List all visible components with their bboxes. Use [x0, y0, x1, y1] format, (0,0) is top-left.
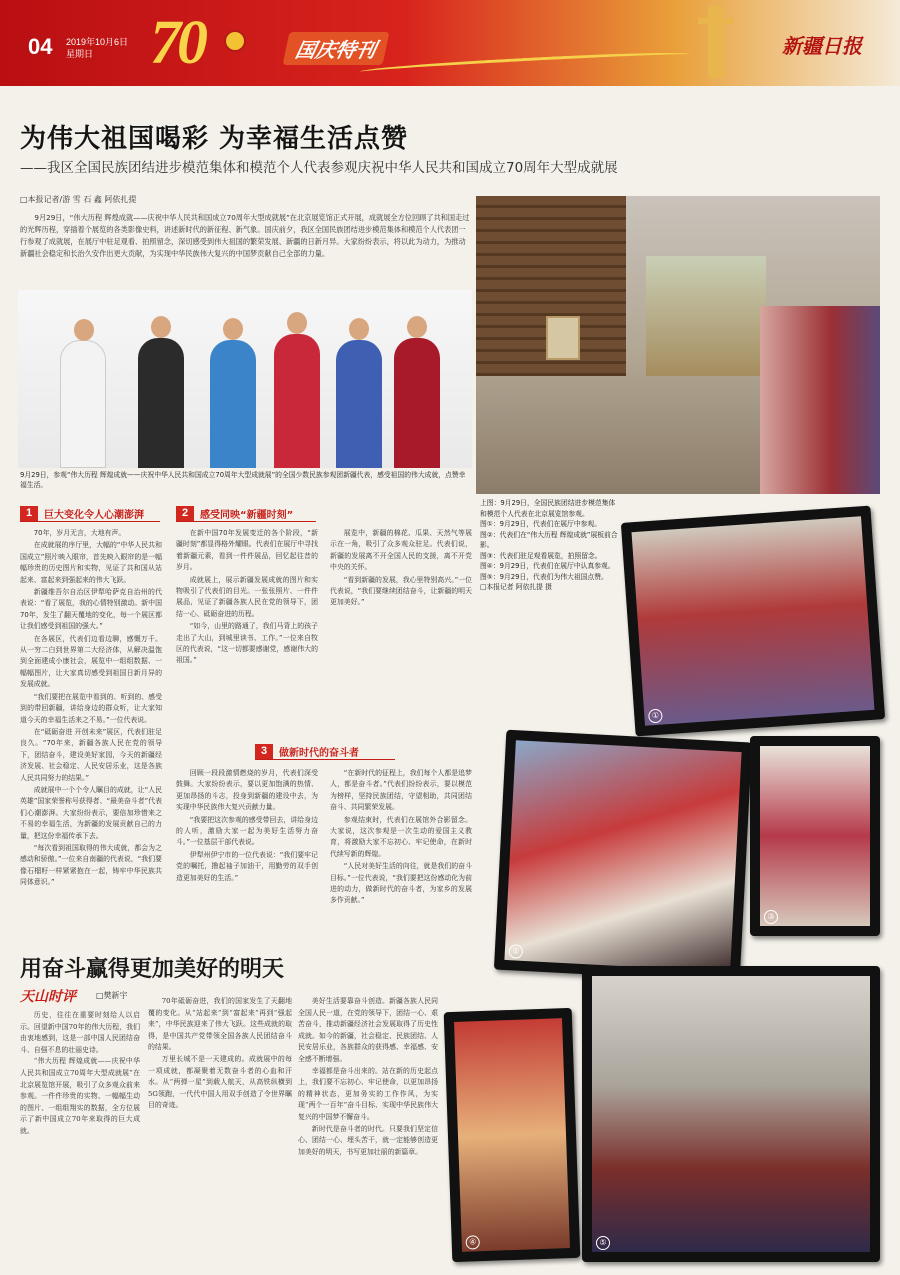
photo-frame-3: [750, 736, 880, 936]
section-3-body-b: [330, 768, 472, 934]
person-figure: [336, 340, 382, 468]
paragraph: 成就展中一个个令人瞩目的成就，让“人民英雄”国家荣誉称号获得者、“最美奋斗者”代表们心潮澎湃。大家纷纷表示，要倍加珍惜来之不易的幸福生活，为新疆的发展贡献自己的力量，把这份幸福传承下去。: [20, 785, 162, 840]
paragraph: 万里长城不是一天建成的。成就展中的每一项成就，都凝聚着无数奋斗者的心血和汗水。从“两弹一星”到载人航天，从高铁纵横到5G领跑，一代代中国人用双手创造了令世界瞩目的奇迹。: [148, 1054, 292, 1110]
photo-number-icon: ④: [465, 1235, 479, 1249]
photo-caption-item: 图③：代表们驻足观看展览，拍照留念。: [480, 551, 602, 560]
page-number: 04: [28, 34, 53, 59]
commentary-author: □樊新宇: [96, 991, 128, 1000]
photo-screen: [454, 1018, 570, 1252]
photo-frame-4: [444, 1008, 581, 1262]
paragraph: “如今，山里的路通了，我们马背上的孩子走出了大山，到城里读书、工作。”一位来自牧区的代表说，“这一切都要感谢党，感谢伟大的祖国。”: [176, 622, 318, 665]
paragraph: 70年砥砺奋进，我们的国家发生了天翻地覆的变化。从“站起来”到“富起来”再到“强起来”，中华民族迎来了伟大飞跃。这些成就的取得，是中国共产党带领全国各族人民团结奋斗的结果。: [148, 997, 292, 1052]
newspaper-logo: 新疆日报: [782, 34, 862, 58]
photo-caption: 9月29日，参观“伟大历程 辉煌成就——庆祝中华人民共和国成立70周年大型成就展”的全国少数民族参观团新疆代表，感受祖国的伟大成就，点赞幸福生活。: [20, 471, 466, 489]
paragraph: 参观结束时，代表们在展馆外合影留念。大家说，这次参观是一次生动的爱国主义教育，将激励大家不忘初心、牢记使命，在新时代续写新的辉煌。: [330, 815, 472, 858]
person-figure: [274, 334, 320, 468]
issue-weekday: 星期日: [66, 49, 94, 59]
paragraph: 伊犁州伊宁市的一位代表说：“我们要牢记党的嘱托，撸起袖子加油干，用勤劳的双手创造更加美好的生活。”: [176, 850, 318, 882]
seventy-logo: 70: [150, 9, 204, 77]
paragraph: 70年，岁月无言，大地有声。: [33, 529, 126, 537]
section-number: 2: [176, 506, 194, 521]
paragraph: 在“砥砺奋进 开创未来”展区，代表们驻足良久。“70年来，新疆各族人民在党的领导下，团结奋斗，建设美好家园，今天的新疆经济发展、社会稳定、人民安居乐业，这是各族人民共同努力的结果。”: [20, 727, 162, 782]
paragraph: “我们要把在展览中看到的、听到的、感受到的带回新疆，讲给身边的群众听，让大家知道今天的幸福生活来之不易。”一位代表说。: [20, 692, 162, 724]
person-figure: [210, 340, 256, 468]
delegates-photo: [18, 290, 472, 468]
section-number: 1: [20, 506, 38, 521]
ribbon-decoration: [360, 49, 690, 76]
commentary-col-3: [298, 996, 438, 1265]
column-logo: 天山时评: [20, 989, 76, 1005]
photo-screen: [632, 516, 875, 726]
section-title: 巨大变化令人心潮澎湃: [44, 510, 144, 521]
paragraph: 在成就展的序厅里，大幅的“中华人民共和国成立”照片映入眼帘，首先映入眼帘的是一幅幅珍贵的历史图片和实物，见证了共和国从站起来、富起来到强起来的伟大飞跃。: [20, 541, 162, 584]
photo-number-icon: ②: [508, 944, 523, 959]
paragraph: 在新中国70年发展变迁的各个阶段，“新疆时刻”都显得格外耀眼。代表们在展厅中寻找着新疆元素，看到一件件展品，回忆起往昔的岁月。: [176, 529, 318, 572]
section-3-header: [255, 744, 395, 760]
photo-caption-item: 图①：9月29日，代表们在展厅中参观。: [480, 520, 602, 528]
photo-frame-2: [494, 730, 752, 983]
page-banner: [0, 0, 900, 86]
photo-caption-item: 图⑤：9月29日，代表们为伟大祖国点赞。: [480, 572, 608, 581]
paragraph: “人民对美好生活的向往，就是我们的奋斗目标。”一位代表说，“我们要把这份感动化为前进的动力，做新时代的奋斗者，为家乡的发展多作贡献。”: [330, 862, 472, 905]
section-2-header: [176, 506, 316, 522]
photo-number-icon: ①: [648, 709, 663, 724]
photo-screen: [760, 746, 870, 926]
commentary-col-1: [20, 1010, 140, 1265]
article-lead: 9月29日，“伟大历程 辉煌成就——庆祝中华人民共和国成立70周年大型成就展”在北京展览馆正式开展，成就展全方位回顾了共和国走过的光辉历程，穿插着个展览的各类影像史料，讲述新时代的新征程、新气象。国庆前夕，我区全国民族团结进步模范集体和模范个人代表团一行参观了成就展，在展厅中驻足观看、拍照留念，深切感受到伟大祖国的繁荣发展、新疆的日新月异。大家纷纷表示，将以此为动力，为推动新疆社会稳定和长治久安作出更大贡献，为实现中华民族伟大复兴的中国梦贡献自己全部的力量。: [20, 213, 470, 258]
photo-caption-item: □本报记者 阿依扎提 摄: [480, 583, 552, 591]
mural-display: [646, 256, 766, 376]
paragraph: 成就展上，展示新疆发展成就的图片和实物吸引了代表们的目光。一张张照片、一件件展品，见证了新疆各族人民在党的领导下，团结一心、砥砺奋进的历程。: [176, 575, 318, 618]
article-byline: □本报记者/游 雪 石 鑫 阿依扎提: [20, 195, 137, 204]
photo-frame-1: [621, 506, 885, 737]
commentary-col-2: [148, 996, 292, 1265]
photo-captions: [480, 498, 620, 593]
portrait-display: [546, 316, 580, 360]
person-figure: [394, 338, 440, 468]
photo-screen: [504, 740, 741, 972]
paragraph: 在各展区，代表们边看边聊，感慨万千。从一穷二白到世界第二大经济体，从解决温饱到全面建成小康社会，展览中一组组数据、一幅幅图片，让大家真切感受到祖国日新月异的发展成就。: [20, 634, 162, 689]
paragraph: 美好生活要靠奋斗创造。新疆各族人民同全国人民一道，在党的领导下，团结一心、艰苦奋斗，推动新疆经济社会发展取得了历史性成就。如今的新疆，社会稳定、民族团结、人民安居乐业，各族群众的获得感、幸福感、安全感不断增强。: [298, 997, 438, 1063]
person-figure: [138, 338, 184, 468]
paragraph: 回顾一段段激情燃烧的岁月，代表们深受鼓舞。大家纷纷表示，要以更加饱满的热情、更加昂扬的斗志，投身到新疆的建设中去，为实现中华民族伟大复兴贡献力量。: [176, 769, 318, 812]
huabiao-pillar-icon: [708, 6, 724, 78]
paragraph: “我要把这次参观的感受带回去，讲给身边的人听，激励大家一起为美好生活努力奋斗。”一位基层干部代表说。: [176, 815, 318, 847]
exhibition-hall-photo: [476, 196, 880, 494]
section-title: 感受同映“新疆时刻”: [200, 510, 294, 521]
photo-caption-item: 上图：9月29日，全国民族团结进步模范集体和模范个人代表在北京展览馆参观。: [480, 499, 616, 518]
article-subtitle: ——我区全国民族团结进步模范集体和模范个人代表参观庆祝中华人民共和国成立70周年大型成就展: [20, 160, 618, 176]
person-figure: [60, 340, 106, 468]
paragraph: 幸福都是奋斗出来的。站在新的历史起点上，我们要不忘初心、牢记使命，以更加昂扬的精神状态，更加务实的工作作风，为实现“两个一百年”奋斗目标、实现中华民族伟大复兴的中国梦不懈奋斗。: [298, 1066, 438, 1121]
section-3-body-a: [176, 768, 318, 934]
section-2-body-b: [330, 528, 472, 734]
photo-number-icon: ③: [764, 910, 778, 924]
section-1-header: [20, 506, 160, 522]
paragraph: “在新时代的征程上，我们每个人都是追梦人，都是奋斗者。”代表们纷纷表示，要以模范为榜样，坚持民族团结，守望相助，共同团结奋斗、共同繁荣发展。: [330, 769, 472, 812]
paragraph: 新时代是奋斗者的时代。只要我们坚定信心、团结一心、埋头苦干，就一定能够创造更加美好的明天，书写更加壮丽的新篇章。: [298, 1124, 438, 1156]
photo-screen: [592, 976, 870, 1252]
paragraph: “伟大历程 辉煌成就——庆祝中华人民共和国成立70周年大型成就展”在北京展览馆开展，吸引了众多观众前来参观。一件件珍贵的实物、一幅幅生动的图片、一组组翔实的数据，全方位展示了新中国成立70年来取得的巨大成就。: [20, 1057, 140, 1135]
section-2-body-a: [176, 528, 318, 734]
photo-frame-5: [582, 966, 880, 1262]
paragraph: “每次看到祖国取得的伟大成就，都会为之感动和骄傲。”一位来自南疆的代表说，“我们要像石榴籽一样紧紧抱在一起，铸牢中华民族共同体意识。”: [20, 843, 162, 887]
paragraph: 展览中，新疆的棉花、瓜果、天然气等展示在一角，吸引了众多观众驻足。代表们说，新疆的发展离不开全国人民的支援，离不开党中央的关怀。: [330, 529, 472, 572]
paragraph: 历史，往往在重要时刻给人以启示。回望新中国70年的伟大历程，我们由衷地感到，这是一部中国人民团结奋斗、自强不息的壮丽史诗。: [20, 1011, 140, 1054]
section-number: 3: [255, 744, 273, 759]
section-label: 国庆特刊: [282, 32, 389, 65]
issue-date: [66, 36, 128, 60]
paragraph: 新疆维吾尔自治区伊犁哈萨克自治州的代表说：“看了展览，我的心情特别激动。新中国70年，发生了翻天覆地的变化，每一个展区都让我们感受到祖国的强大。”: [20, 588, 162, 631]
section-title: 做新时代的奋斗者: [279, 748, 359, 759]
photo-number-icon: ⑤: [596, 1236, 610, 1250]
paragraph: “看到新疆的发展，我心里特别高兴。”一位代表说，“我们要继续团结奋斗，让新疆的明天更加美好。”: [330, 575, 472, 607]
national-emblem-icon: [224, 30, 246, 52]
section-1-body: [20, 528, 162, 934]
photo-caption-item: 图④：9月29日，代表们在展厅中认真参观。: [480, 562, 615, 570]
article-title: 为伟大祖国喝彩 为幸福生活点赞: [20, 124, 409, 154]
commentary-title: 用奋斗赢得更加美好的明天: [20, 957, 285, 982]
photo-caption-item: 图②：代表们在“伟大历程 辉煌成就”展板前合影。: [480, 530, 618, 549]
issue-date-text: 2019年10月6日: [66, 37, 129, 47]
visitors-group: [760, 306, 880, 494]
